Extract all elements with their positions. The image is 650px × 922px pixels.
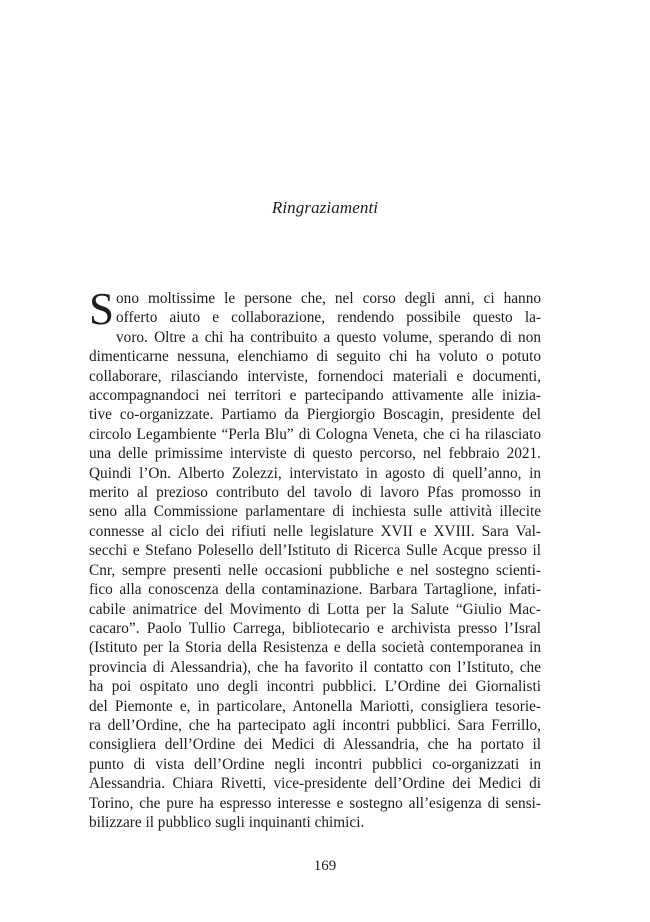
- text-line: ra dell’Ordine, che ha partecipato agli incontri pubblici. Sara Ferrillo,: [89, 716, 541, 734]
- text-line: punto di vista dell’Ordine negli incontri pubblici co-organizzati in: [89, 755, 541, 773]
- text-line: voro. Oltre a chi ha contribuito a questo volume, sperando di non: [116, 328, 541, 346]
- text-line: merito al prezioso contributo del tavolo di lavoro Pfas promosso in: [89, 484, 541, 502]
- text-line: bilizzare il pubblico sugli inquinanti chimici.: [89, 813, 365, 831]
- text-line: circolo Legambiente “Perla Blu” di Cologna Veneta, che ci ha rilasciato: [89, 425, 541, 443]
- text-line: del Piemonte e, in particolare, Antonella Mariotti, consigliera tesorie-: [89, 697, 541, 715]
- text-line: cacaro”. Paolo Tullio Carrega, bibliotecario e archivista presso l’Isral: [89, 619, 541, 637]
- text-line: fico alla conoscenza della contaminazione. Barbara Tartaglione, infati-: [89, 581, 541, 599]
- text-line: (Istituto per la Storia della Resistenza e della società contemporanea in: [89, 639, 541, 657]
- text-line: Cnr, sempre presenti nelle occasioni pubbliche e nel sostegno scienti-: [89, 561, 541, 579]
- text-line: secchi e Stefano Polesello dell’Istituto di Ricerca Sulle Acque presso il: [89, 542, 541, 560]
- body-paragraph: [89, 284, 541, 832]
- drop-cap-letter: S: [89, 284, 115, 334]
- text-line: ono moltissime le persone che, nel corso degli anni, ci hanno: [116, 290, 541, 307]
- text-line: dimenticarne nessuna, elenchiamo di seguito chi ha voluto o potuto: [89, 348, 541, 366]
- text-line: cabile animatrice del Movimento di Lotta per la Salute “Giulio Mac-: [89, 600, 541, 618]
- text-line: Quindi l’On. Alberto Zolezzi, intervistato in agosto di quell’anno, in: [89, 464, 541, 482]
- text-line: Torino, che pure ha espresso interesse e sostegno all’esigenza di sensi-: [89, 794, 541, 812]
- text-line: Alessandria. Chiara Rivetti, vice-presidente dell’Ordine dei Medici di: [89, 775, 541, 793]
- text-line: accompagnandoci nei territori e partecipando attivamente alle inizia-: [89, 387, 541, 405]
- text-line: tive co-organizzate. Partiamo da Piergiorgio Boscagin, presidente del: [89, 406, 541, 424]
- page-number: 169: [313, 858, 337, 874]
- text-line: provincia di Alessandria), che ha favorito il contatto con l’Istituto, che: [89, 658, 541, 676]
- chapter-title: Ringraziamenti: [271, 198, 379, 217]
- text-line: seno alla Commissione parlamentare di inchiesta sulle attività illecite: [89, 503, 541, 521]
- text-line: ha poi ospitato uno degli incontri pubblici. L’Ordine dei Giornalisti: [89, 678, 541, 696]
- text-line: consigliera dell’Ordine dei Medici di Alessandria, che ha portato il: [89, 736, 541, 754]
- text-line: collaborare, rilasciando interviste, fornendoci materiali e documenti,: [89, 367, 541, 385]
- text-line: offerto aiuto e collaborazione, rendendo possibile questo la-: [116, 309, 541, 327]
- text-line: una delle primissime interviste di questo percorso, nel febbraio 2021.: [89, 445, 541, 463]
- text-line: connesse al ciclo dei rifiuti nelle legislature XVII e XVIII. Sara Val-: [89, 522, 541, 540]
